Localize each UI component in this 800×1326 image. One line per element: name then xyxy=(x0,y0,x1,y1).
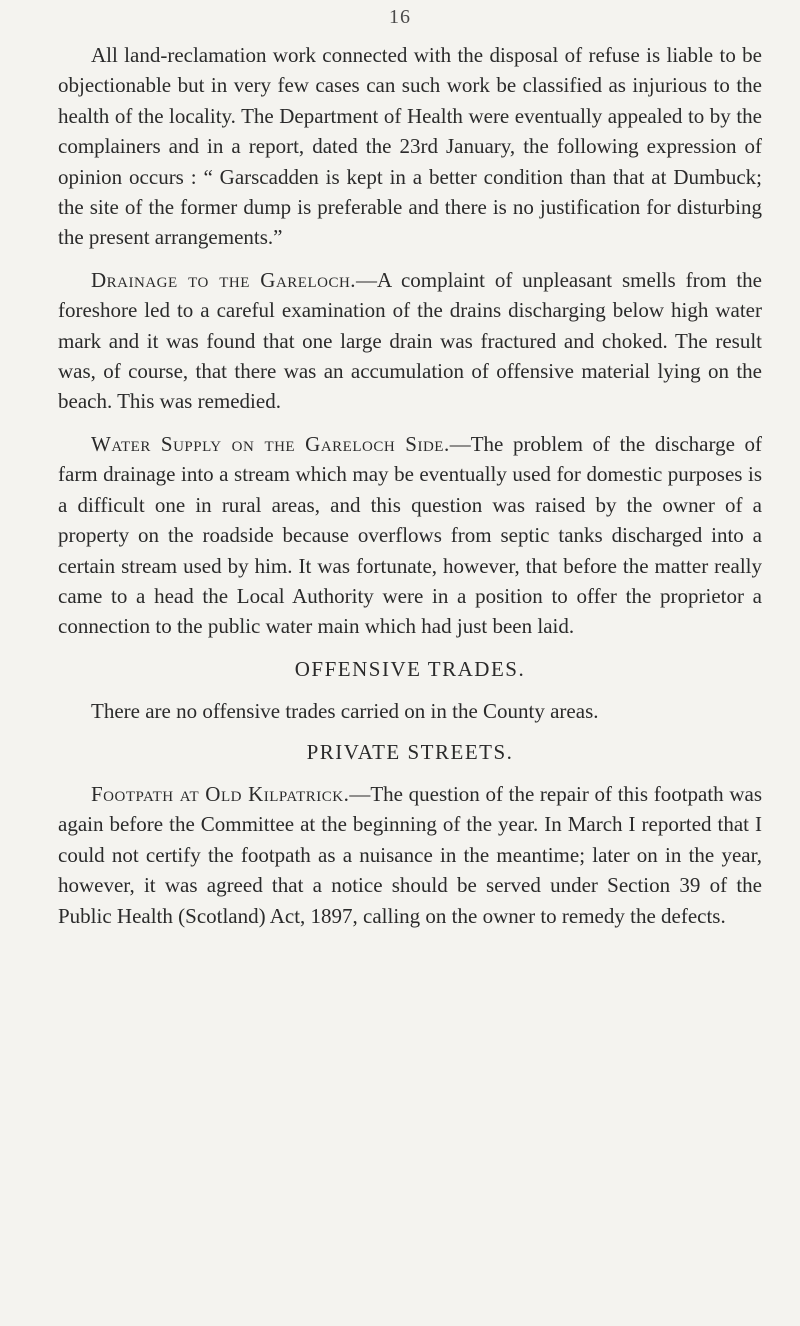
paragraph-heading-water-supply: Water Supply on the Gareloch Side. xyxy=(91,431,450,456)
section-heading-private-streets: PRIVATE STREETS. xyxy=(306,739,514,764)
page-number: 16 xyxy=(389,6,411,28)
paragraph-text-water-supply: —The problem of the discharge of farm drainage into a stream which may be eventually used for domestic purposes is a difficult one in rural areas, and this question was raised by the owner of a property on the roadside because overflows from septic tanks discharged into a certain stream used by him. It was fortunate, however, that before the matter really came to a head the Local Authority were in a position to offer the proprietor a connection to the public water main which had just been laid. xyxy=(58,431,762,639)
section-heading-offensive-trades: OFFENSIVE TRADES. xyxy=(294,656,526,681)
paragraph-text-footpath: —The question of the repair of this footpath was again before the Committee at the beginning of the year. In March I reported that I could not certify the footpath as a nuisance in the meantime; later on in the year, however, it was agreed that a notice should be served under Section 39 of the Public Health (Scotland) Act, 1897, calling on the owner to remedy the defects. xyxy=(58,781,762,928)
paragraph-heading-drainage: Drainage to the Gareloch. xyxy=(91,267,357,292)
paragraph-text-drainage: —A complaint of unpleasant smells from the foreshore led to a careful examination of the drains discharging below high water mark and it was found that one large drain was fractured and choked. The result was, of course, that there was an accumulation of offensive material lying on the beach. This was remedied. xyxy=(58,267,762,414)
paragraph-heading-footpath: Footpath at Old Kilpatrick. xyxy=(91,781,350,806)
paragraph-water-supply xyxy=(58,429,762,642)
body-text xyxy=(58,40,762,943)
paragraph-drainage-gareloch xyxy=(58,265,762,417)
paragraph-land-reclamation: All land-reclamation work connected with the disposal of refuse is liable to be objectionable but in very few cases can such work be classified as injurious to the health of the locality. The Department of Health were eventually appealed to by the complainers and in a report, dated the 23rd January, the following expression of opinion occurs : “ Garscadden is kept in a better condition than that at Dumbuck; the site of the former dump is preferable and there is no justification for disturbing the present arrangements.” xyxy=(58,43,762,250)
paragraph-offensive-trades: There are no offensive trades carried on in the County areas. xyxy=(91,699,599,724)
paragraph-footpath xyxy=(58,779,762,931)
